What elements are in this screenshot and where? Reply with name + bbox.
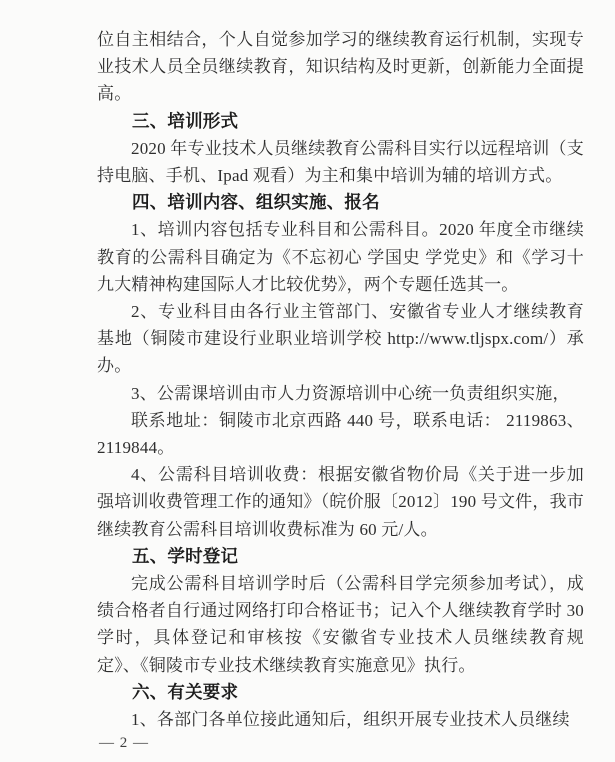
page-number: — 2 — <box>99 735 149 751</box>
paragraph-hour-registration: 完成公需科目培训学时后（公需科目学完须参加考试），成绩合格者自行通过网络打印合格证书；记入个人继续教育学时 30 学时，具体登记和审核按《安徽省专业技术人员继续教育规定》、《铜陵市专业技术继续教育实施意见》执行。 <box>97 574 584 675</box>
paragraph-contact-info: 联系地址：铜陵市北京西路 440 号，联系电话： 2119863、2119844。 <box>97 410 584 458</box>
document-body <box>97 26 584 733</box>
section-heading-hour-registration: 五、学时登记 <box>132 545 239 566</box>
paragraph-training-format: 2020 年专业技术人员继续教育公需科目实行以远程培训（支持电脑、手机、Ipad 观看）为主和集中培训为辅的培训方式。 <box>97 138 584 186</box>
paragraph-training-fee: 4、公需科目培训收费：根据安徽省物价局《关于进一步加强培训收费管理工作的通知》（皖价服〔2012〕190 号文件，我市继续教育公需科目培训收费标准为 60 元/人。 <box>97 465 584 539</box>
paragraph-training-content-3: 3、公需课培训由市人力资源培训中心统一负责组织实施， <box>131 383 570 403</box>
section-heading-training-content: 四、培训内容、组织实施、报名 <box>132 192 380 213</box>
paragraph-training-content-1: 1、培训内容包括专业科目和公需科目。2020 年度全市继续教育的公需科目确定为《不忘初心 学国史 学党史》和《学习十九大精神构建国际人才比较优势》，两个专题任选其一。 <box>97 220 584 294</box>
section-heading-requirements: 六、有关要求 <box>132 681 239 702</box>
paragraph-training-content-2: 2、专业科目由各行业主管部门、安徽省专业人才继续教育基地（铜陵市建设行业职业培训学校 http://www.tljspx.com/）承办。 <box>97 302 584 376</box>
paragraph-requirements-1: 1、各部门各单位接此通知后，组织开展专业技术人员继续 <box>131 710 570 730</box>
intro-continuation-paragraph: 位自主相结合，个人自觉参加学习的继续教育运行机制，实现专业技术人员全员继续教育，知识结构及时更新，创新能力全面提高。 <box>97 30 584 104</box>
section-heading-training-format: 三、培训形式 <box>132 110 239 131</box>
